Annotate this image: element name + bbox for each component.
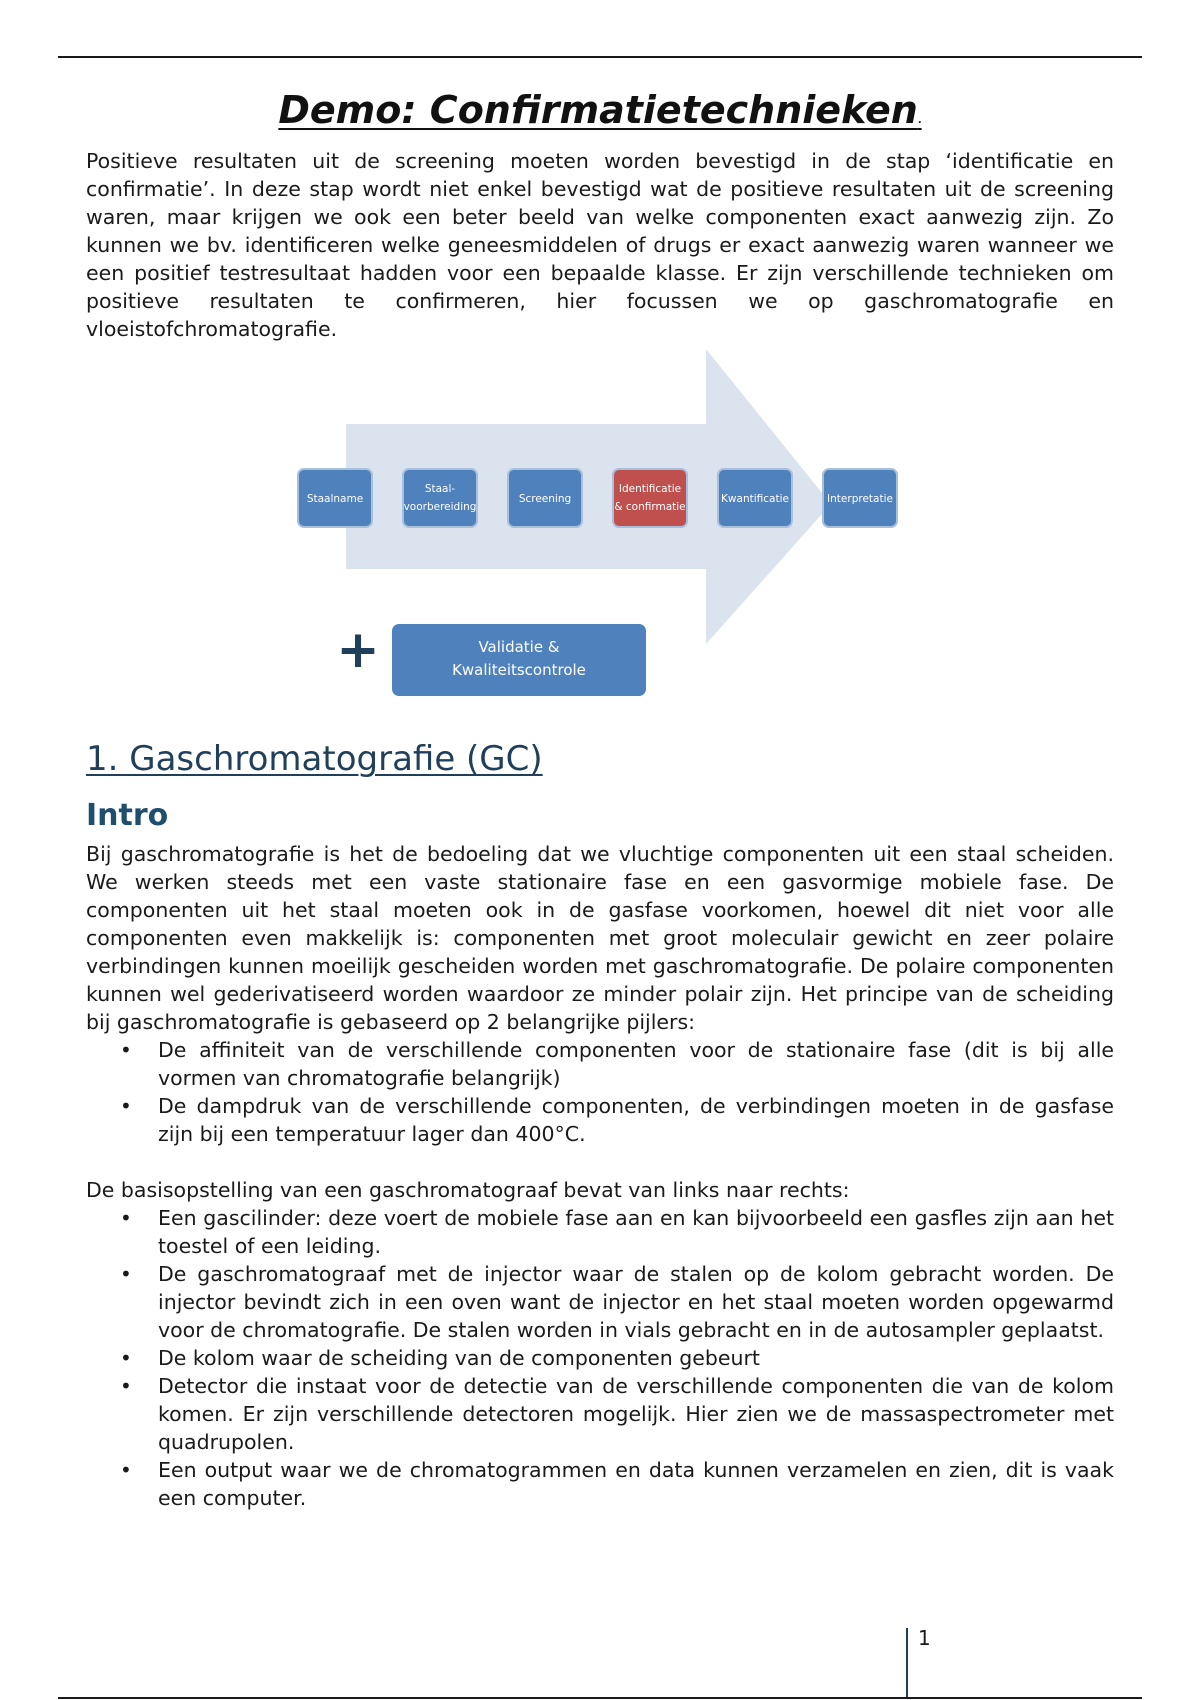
workflow-step-label: Identificatie (618, 483, 682, 495)
spacer (86, 1148, 1114, 1176)
header-rule (58, 56, 1142, 58)
plus-icon: + (336, 620, 380, 680)
workflow-step-label: voorbereiding (403, 501, 477, 513)
pillar-item: • De dampdruk van de verschillende componenten, de verbindingen moeten in de gasfase zijn bij een temperatuur lager dan 400°C. (158, 1092, 1114, 1148)
workflow-step-box (403, 469, 477, 527)
gc-paragraph: Bij gaschromatografie is het de bedoeling dat we vluchtige componenten uit een staal scheiden. We werken steeds met een vaste stationaire fase en een gasvormige mobiele fase. De componenten uit het staal moeten ook in de gasfase voorkomen, hoewel dit niet voor alle componenten even makkelijk is: componenten met groot moleculair gewicht en zeer polaire verbindingen kunnen moeilijk gescheiden worden met gaschromatografie. De polaire componenten kunnen wel gederivatiseerd worden waardoor ze minder polair zijn. Het principe van de scheiding bij gaschromatografie is gebaseerd op 2 belangrijke pijlers: (86, 842, 1114, 1034)
page-number: 1 (918, 1626, 931, 1650)
workflow-step-box (613, 469, 687, 527)
subsection-title: Intro (86, 798, 169, 833)
workflow-diagram (86, 349, 1114, 724)
setup-item: • De kolom waar de scheiding van de componenten gebeurt (158, 1344, 1114, 1372)
setup-item: • De gaschromatograaf met de injector waar de stalen op de kolom gebracht worden. De injector bevindt zich in een oven want de injector en het staal moeten worden opgewarmd voor de chromatografie. De stalen worden in vials gebracht en in de autosampler geplaatst. (158, 1260, 1114, 1344)
validation-label-line1: Validatie & (478, 638, 560, 656)
pillar-item: • De affiniteit van de verschillende componenten voor de stationaire fase (dit is bij alle vormen van chromatografie belangrijk) (158, 1036, 1114, 1092)
setup-item: • Een output waar we de chromatogrammen en data kunnen verzamelen en zien, dit is vaak een computer. (158, 1456, 1114, 1512)
workflow-step-label: Screening (518, 493, 572, 505)
workflow-diagram-svg (86, 349, 1114, 724)
intro-paragraph: Positieve resultaten uit de screening moeten worden bevestigd in de stap ‘identificatie en confirmatie’. In deze stap wordt niet enkel bevestigd wat de positieve resultaten uit de screening waren, maar krijgen we ook een beter beeld van welke componenten exact aanwezig zijn. Zo kunnen we bv. identificeren welke geneesmiddelen of drugs er exact aanwezig waren wanneer we een positief testresultaat hadden voor een bepaalde klasse. Er zijn verschillende technieken om positieve resultaten te confirmeren, hier focussen we op gaschromatografie en vloeistofchromatografie. (86, 149, 1114, 341)
validation-box (392, 624, 646, 696)
workflow-step-label: Staalname (306, 493, 364, 505)
footer-rule (58, 1697, 1142, 1699)
page-content (86, 84, 1114, 1512)
page-number-rule (906, 1628, 908, 1698)
workflow-step-label: Kwantificatie (721, 493, 789, 505)
setup-list (86, 1204, 1114, 1512)
workflow-step-label: Interpretatie (827, 493, 893, 505)
document-title: Demo: Confirmatietechnieken. (278, 88, 922, 132)
validation-label-line2: Kwaliteitscontrole (452, 661, 586, 679)
setup-item: • Een gascilinder: deze voert de mobiele fase aan en kan bijvoorbeeld een gasfles zijn aan het toestel of een leiding. (158, 1204, 1114, 1260)
pillars-list (86, 1036, 1114, 1148)
workflow-step-label: & confirmatie (614, 501, 686, 513)
title-mark: . (917, 115, 922, 126)
setup-item: • Detector die instaat voor de detectie van de verschillende componenten die van de kolom komen. Er zijn verschillende detectoren mogelijk. Hier zien we de massaspectrometer met quadrupolen. (158, 1372, 1114, 1456)
workflow-step-label: Staal- (424, 483, 456, 495)
section-title: 1. Gaschromatografie (GC) (86, 739, 543, 779)
setup-intro: De basisopstelling van een gaschromatograaf bevat van links naar rechts: (86, 1178, 850, 1202)
